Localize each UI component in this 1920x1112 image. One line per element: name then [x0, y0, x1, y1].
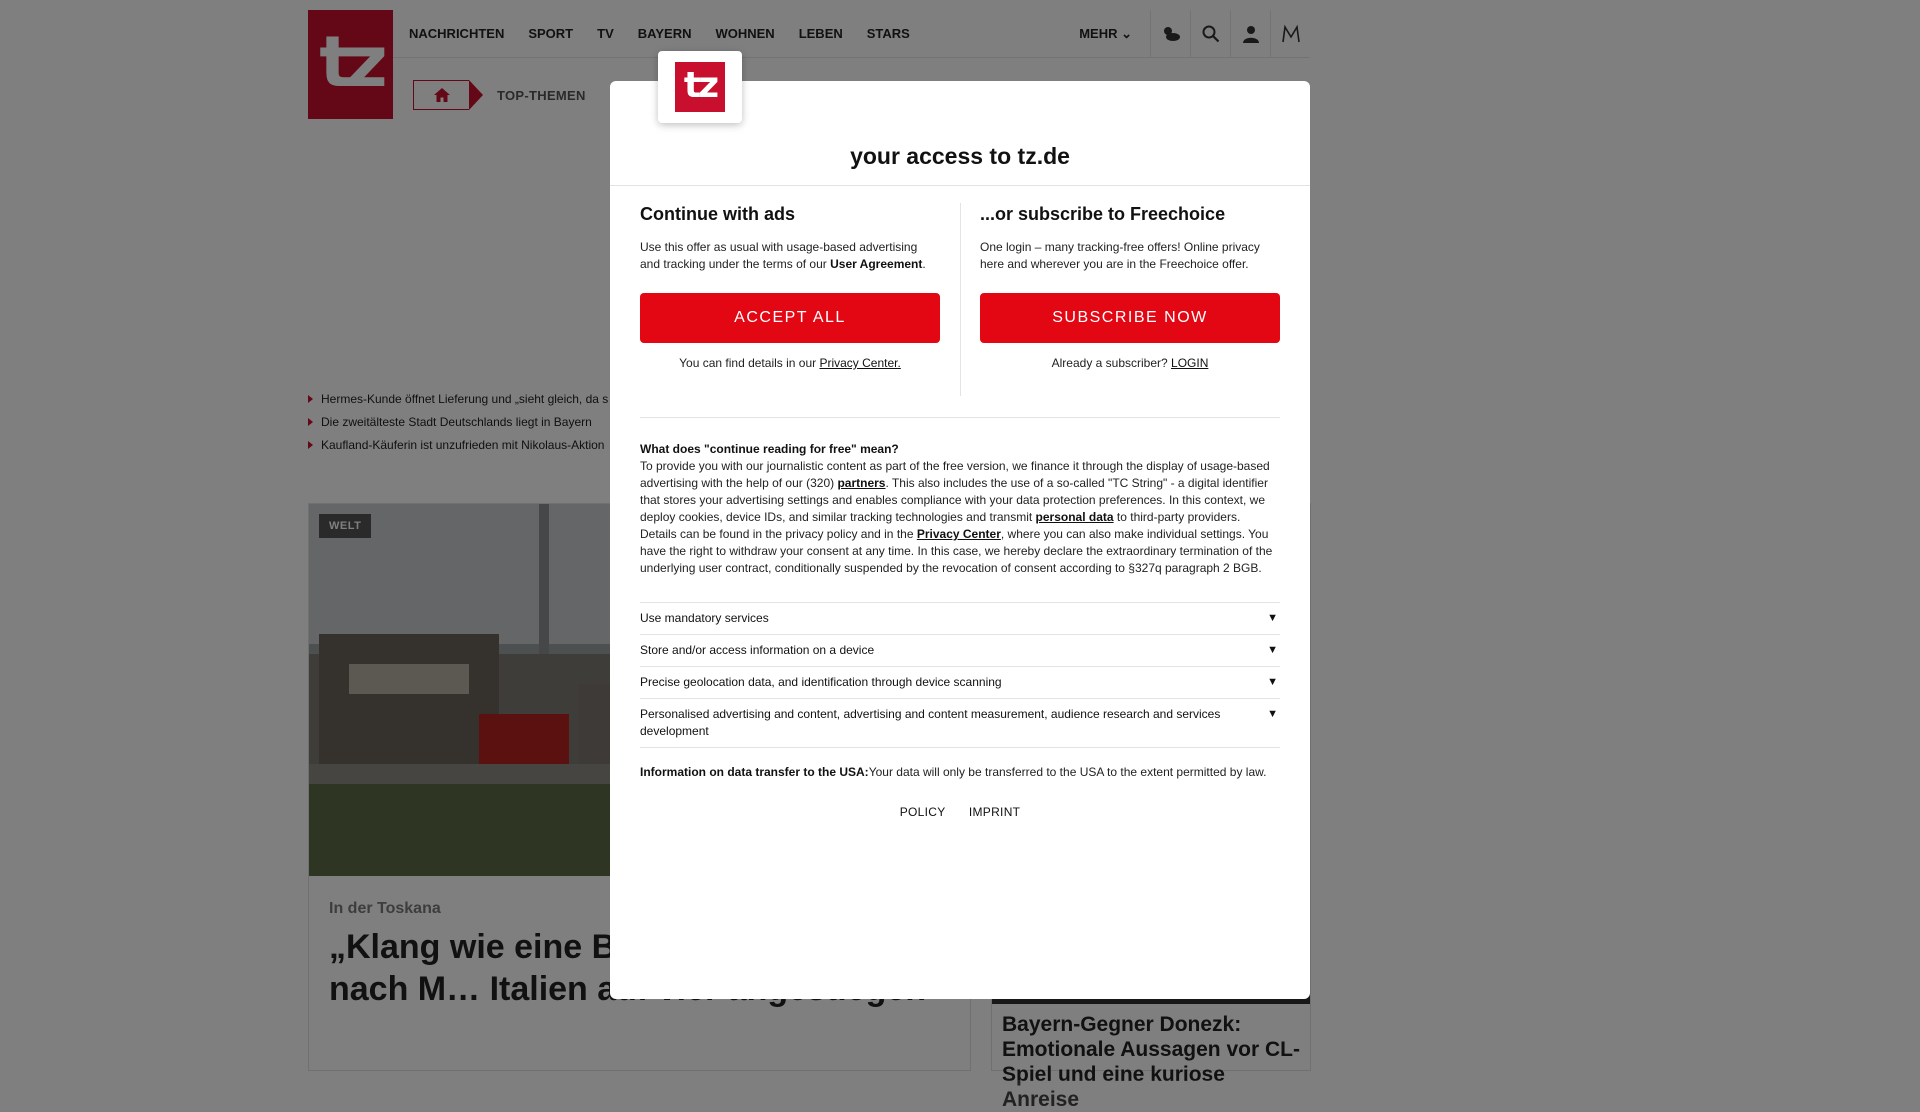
subscriber-note-text: Already a subscriber? — [1051, 356, 1172, 370]
modal-title: your access to tz.de — [850, 143, 1070, 169]
privacy-center-note — [640, 356, 940, 370]
freechoice-column — [980, 204, 1280, 370]
section-divider — [640, 417, 1280, 418]
ads-desc-end: . — [922, 257, 926, 271]
usa-transfer-info — [640, 765, 1280, 779]
purpose-label: Use mandatory services — [640, 611, 769, 625]
subscribe-now-button[interactable]: SUBSCRIBE NOW — [980, 293, 1280, 343]
chevron-down-icon[interactable]: ▼ — [1267, 612, 1278, 624]
free-reading-info — [640, 441, 1280, 577]
column-divider — [960, 203, 961, 396]
ads-description — [640, 239, 940, 293]
purpose-item-storage[interactable] — [640, 635, 1280, 667]
purpose-label: Store and/or access information on a device — [640, 643, 875, 657]
ads-desc-text: Use this offer as usual with usage-based advertising and tracking under the terms of our — [640, 240, 918, 271]
partners-link[interactable]: partners — [837, 476, 886, 490]
freechoice-heading: ...or subscribe to Freechoice — [980, 204, 1226, 224]
info-text-2: . This also includes the use of a so-called "TC String" - a digital identifier that stores your advertising settings and enables compliance with your data protection preferences. In this context, we deploy cookies, device IDs, and similar tracking technologies and transmit — [640, 476, 1268, 524]
chevron-down-icon[interactable]: ▼ — [1267, 644, 1278, 656]
purpose-label: Personalised advertising and content, advertising and content measurement, audience research and services development — [640, 707, 1221, 738]
chevron-down-icon[interactable]: ▼ — [1267, 708, 1278, 720]
modal-divider — [610, 185, 1310, 186]
purpose-label: Precise geolocation data, and identification through device scanning — [640, 675, 1002, 689]
chevron-down-icon[interactable]: ▼ — [1267, 676, 1278, 688]
purpose-item-mandatory[interactable] — [640, 603, 1280, 635]
usa-label: Information on data transfer to the USA: — [640, 765, 869, 779]
usa-text: Your data will only be transferred to the USA to the extent permitted by law. — [868, 765, 1267, 779]
info-text-3: to third-party providers. Details can be found in the privacy policy and in the — [640, 510, 1241, 541]
modal-tz-logo — [658, 51, 742, 123]
subscriber-login-note — [980, 356, 1280, 370]
user-agreement-text: User Agreement — [830, 257, 923, 271]
consent-modal — [610, 81, 1310, 999]
purpose-item-advertising[interactable] — [640, 699, 1280, 748]
personal-data-link[interactable]: personal data — [1035, 510, 1114, 524]
modal-footer-links — [610, 805, 1310, 819]
privacy-center-inline-link[interactable]: Privacy Center — [916, 527, 1001, 541]
imprint-link[interactable]: IMPRINT — [968, 805, 1021, 819]
ads-heading: Continue with ads — [640, 204, 795, 224]
freechoice-description: One login – many tracking-free offers! Online privacy here and wherever you are in the Freechoice offer. — [980, 240, 1260, 271]
side-teaser-headline[interactable]: Anreise — [1002, 1088, 1080, 1111]
info-text-1: To provide you with our journalistic content as part of the free version, we finance it through the display of usage-based advertising with the help of our (320) — [640, 459, 1270, 490]
continue-with-ads-column — [640, 204, 940, 370]
modal-logo-mark: tz — [675, 62, 725, 112]
purpose-list — [640, 602, 1280, 748]
info-text-4: , where you can also make individual settings. You have the right to withdraw your consent at any time. In this case, we hereby declare the extraordinary termination of the underlying user contract, conditionally suspended by the revocation of consent according to §327q paragraph 2 BGB. — [640, 527, 1273, 575]
info-question: What does "continue reading for free" mean? — [640, 442, 899, 456]
privacy-center-link[interactable]: Privacy Center. — [819, 356, 901, 370]
policy-link[interactable]: POLICY — [899, 805, 946, 819]
accept-all-button[interactable]: ACCEPT ALL — [640, 293, 940, 343]
purpose-item-geolocation[interactable] — [640, 667, 1280, 699]
privacy-note-text: You can find details in our — [679, 356, 820, 370]
login-link[interactable]: LOGIN — [1171, 356, 1209, 370]
